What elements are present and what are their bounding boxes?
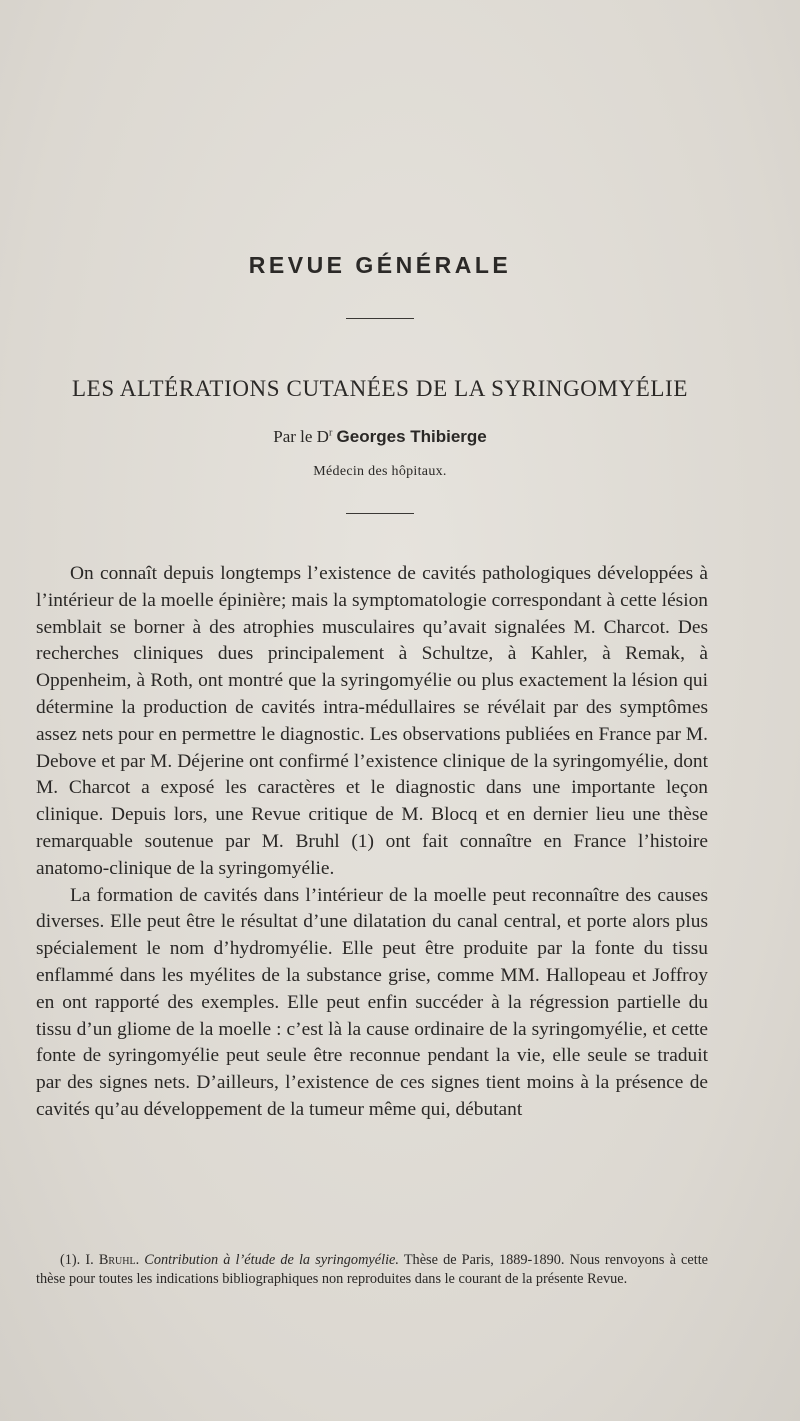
body-paragraph-1: On connaît depuis longtemps l’existence de cavités pathologiques développées à l’intérieur de la moelle épinière; mais la symptomatologie correspondant à cette lésion semblait se borner à des atrophies musculaires qu’avait signalées M. Charcot. Des recherches cliniques dues principalement à Schultze, à Kahler, à Remak, à Oppenheim, à Roth, ont montré que la syringomyélie ou plus exactement la lésion qui détermine la production de cavités intra-médullaires se révélait par des symptômes assez nets pour en permettre le diagnostic. Les observations publiées en France par M. Debove et par M. Déjerine ont confirmé l’existence clinique de la syringomyélie, dont M. Charcot a exposé les caractères et le diagnostic dans une importante leçon clinique. Depuis lors, une Revue critique de M. Blocq et en dernier lieu une thèse remarquable soutenue par M. Bruhl (1) ont fait connaître en France l’histoire anatomo-clinique de la syringomyélie.: [36, 563, 708, 879]
author-affiliation: Médecin des hôpitaux.: [313, 464, 447, 479]
footnote-text: [36, 1251, 708, 1289]
title-divider-top: [346, 318, 414, 319]
footnote-title: Contribution à l’étude de la syringomyélie.: [144, 1252, 399, 1268]
byline-sup: r: [328, 427, 333, 439]
footnote: [36, 1251, 708, 1289]
footnote-rest: Thèse de Paris, 1889-1890. Nous renvoyons à cette thèse pour toutes les indications bibliographiques non reproduites dans le courant de la présente Revue.: [36, 1252, 709, 1287]
author-name: Georges Thibierge: [336, 427, 487, 446]
byline: [0, 427, 760, 447]
byline-prefix: Par le D: [273, 427, 329, 446]
footnote-author: Bruhl.: [98, 1252, 140, 1268]
article-body: [36, 561, 708, 1124]
body-paragraph-2: La formation de cavités dans l’intérieur de la moelle peut reconnaître des causes diverses. Elle peut être le résultat d’une dilatation du canal central, et porte alors plus spécialement le nom d’hydromyélie. Elle peut être produite par la fonte du tissu enflammé dans les myélites de la substance grise, comme MM. Hallopeau et Joffroy en ont rapporté des exemples. Elle peut enfin succéder à la régression partielle du tissu d’un gliome de la moelle : c’est là la cause ordinaire de la syringomyélie, et cette fonte de syringomyélie peut seule être reconnue pendant la vie, elle seule se traduit par des signes nets. D’ailleurs, l’existence de ces signes tient moins à la présence de cavités qu’au développement de la tumeur même qui, débutant: [36, 884, 708, 1120]
section-title: REVUE GÉNÉRALE: [248, 252, 512, 278]
article-title: LES ALTÉRATIONS CUTANÉES DE LA SYRINGOMYÉLIE: [72, 376, 688, 401]
title-divider-bottom: [346, 513, 414, 514]
footnote-number: (1). I.: [60, 1252, 94, 1268]
